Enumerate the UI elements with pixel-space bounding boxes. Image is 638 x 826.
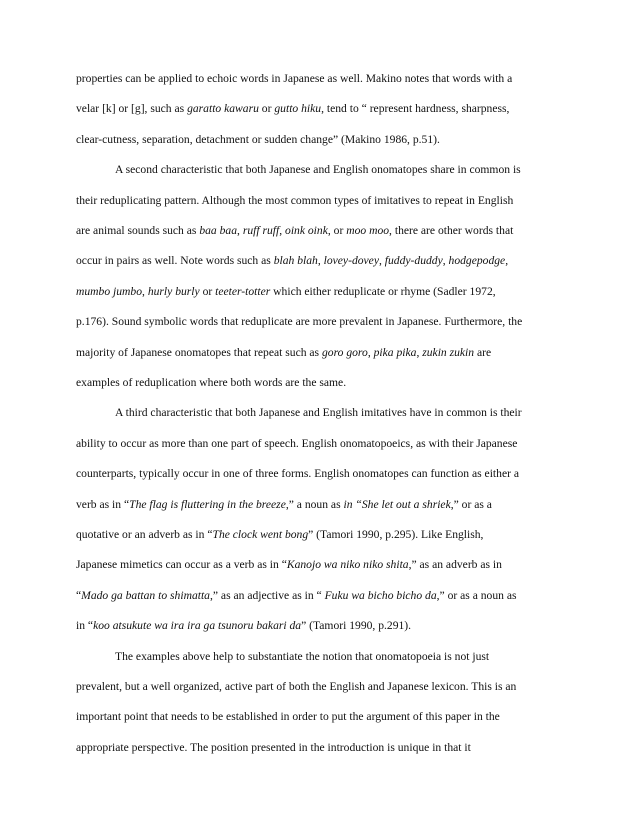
text-run: examples of reduplication where both words are the same. xyxy=(76,376,347,389)
text-line xyxy=(76,528,562,542)
text-run: , there are other words that xyxy=(389,224,514,237)
text-run: “ xyxy=(76,588,82,602)
text-run: are xyxy=(474,345,492,359)
italic-text: koo atsukute wa ira ira ga tsunoru bakari da xyxy=(93,619,302,633)
text-line xyxy=(76,102,562,116)
text-run: properties can be applied to echoic words in Japanese as well. Makino notes that words with a xyxy=(76,72,513,85)
italic-text: ruff ruff xyxy=(242,224,280,237)
text-line xyxy=(76,437,562,451)
italic-text: goro goro xyxy=(321,345,368,359)
text-run: The examples above help to substantiate the notion that onomatopoeia is not just xyxy=(115,649,490,663)
text-run: A second characteristic that both Japanese and English onomatopes share in common is xyxy=(115,163,521,177)
italic-text: garatto kawaru xyxy=(187,102,259,116)
text-run: or xyxy=(199,284,216,298)
text-line xyxy=(76,254,562,268)
text-run: are animal sounds such as xyxy=(76,224,200,237)
italic-text: hodgepodge xyxy=(448,254,506,268)
italic-text: oink oink xyxy=(285,224,328,237)
text-run: quotative or an adverb as in “ xyxy=(76,528,213,541)
text-run: p.176). Sound symbolic words that reduplicate are more prevalent in Japanese. Furthermore, the xyxy=(76,315,523,329)
text-line xyxy=(76,285,562,299)
text-run: occur in pairs as well. Note words such as xyxy=(76,254,274,268)
text-run: ,” as an adverb as in xyxy=(408,558,502,572)
text-run: ,” or as a noun as xyxy=(436,588,517,602)
text-run: , xyxy=(442,254,449,268)
text-line xyxy=(76,589,562,603)
text-line xyxy=(76,680,562,694)
italic-text: Mado ga battan to shimatta xyxy=(81,588,210,602)
text-run: in “ xyxy=(76,619,94,633)
text-run: , xyxy=(378,254,385,268)
text-run: ,” as an adjective as in “ xyxy=(209,588,325,602)
text-run: , xyxy=(317,254,324,268)
text-run: appropriate perspective. The position presented in the introduction is unique in that it xyxy=(76,740,471,754)
italic-text: zukin zukin xyxy=(422,345,475,359)
italic-text: mumbo jumbo xyxy=(76,284,143,298)
text-line xyxy=(76,315,562,329)
italic-text: hurly burly xyxy=(147,284,200,298)
text-run: Japanese mimetics can occur as a verb as in “ xyxy=(76,558,287,572)
text-run: , xyxy=(367,345,374,359)
text-line xyxy=(76,619,562,633)
text-run: ,” a noun as xyxy=(285,497,344,511)
text-run: , or xyxy=(327,224,347,237)
text-line xyxy=(76,741,562,755)
text-run: ” (Tamori 1990, p.295). Like English, xyxy=(308,528,484,541)
italic-text: The flag is fluttering in the breeze xyxy=(129,497,286,511)
text-line xyxy=(115,650,562,664)
text-run: ” (Tamori 1990, p.291). xyxy=(301,619,412,633)
italic-text: teeter-totter xyxy=(215,284,271,298)
text-line xyxy=(115,163,562,177)
text-run: which either reduplicate or rhyme (Sadler 1972, xyxy=(270,284,496,298)
text-run: important point that needs to be established in order to put the argument of this paper in the xyxy=(76,710,500,724)
italic-text: Kanojo wa niko niko shita xyxy=(286,558,409,572)
text-run: velar [k] or [g], such as xyxy=(76,102,188,116)
text-line xyxy=(76,558,562,572)
text-line xyxy=(76,710,562,724)
italic-text: Fuku wa bicho bicho da xyxy=(324,588,437,602)
text-run: their reduplicating pattern. Although the most common types of imitatives to repeat in English xyxy=(76,193,514,207)
italic-text: baa baa xyxy=(199,224,238,237)
italic-text: fuddy-duddy xyxy=(384,254,443,268)
text-line xyxy=(76,194,562,208)
italic-text: pika pika xyxy=(373,345,417,359)
italic-text: moo moo xyxy=(346,224,390,237)
text-run: ,” or as a xyxy=(450,497,492,511)
italic-text: The clock went bong xyxy=(212,528,309,541)
text-run: A third characteristic that both Japanese and English imitatives have in common is their xyxy=(115,406,522,420)
text-line xyxy=(76,498,562,512)
italic-text: blah blah xyxy=(273,254,318,268)
text-line xyxy=(76,376,562,390)
text-run: verb as in “ xyxy=(76,497,130,511)
italic-text: gutto hiku xyxy=(274,102,322,116)
text-run: clear-cutness, separation, detachment or sudden change” (Makino 1986, p.51). xyxy=(76,132,440,146)
italic-text: in “She let out a shriek xyxy=(343,497,451,511)
text-run: , xyxy=(416,345,423,359)
text-run: majority of Japanese onomatopes that repeat such as xyxy=(76,345,322,359)
text-run: counterparts, typically occur in one of three forms. English onomatopes can function as either a xyxy=(76,467,519,481)
text-line xyxy=(115,406,562,420)
text-run: , xyxy=(237,224,243,237)
text-line xyxy=(76,467,562,481)
text-run: , tend to “ represent hardness, sharpness, xyxy=(321,102,510,116)
text-run: or xyxy=(258,102,275,116)
text-run: , xyxy=(142,284,148,298)
text-run: prevalent, but a well organized, active part of both the English and Japanese lexicon. This is an xyxy=(76,680,517,693)
text-run: ability to occur as more than one part of speech. English onomatopoeics, as with their Japanese xyxy=(76,436,518,450)
text-line xyxy=(76,72,562,86)
text-line xyxy=(76,133,562,147)
text-run: , xyxy=(279,224,286,237)
text-line xyxy=(76,224,562,238)
text-run: , xyxy=(505,254,509,268)
text-line xyxy=(76,346,562,360)
italic-text: lovey-dovey xyxy=(323,254,379,268)
